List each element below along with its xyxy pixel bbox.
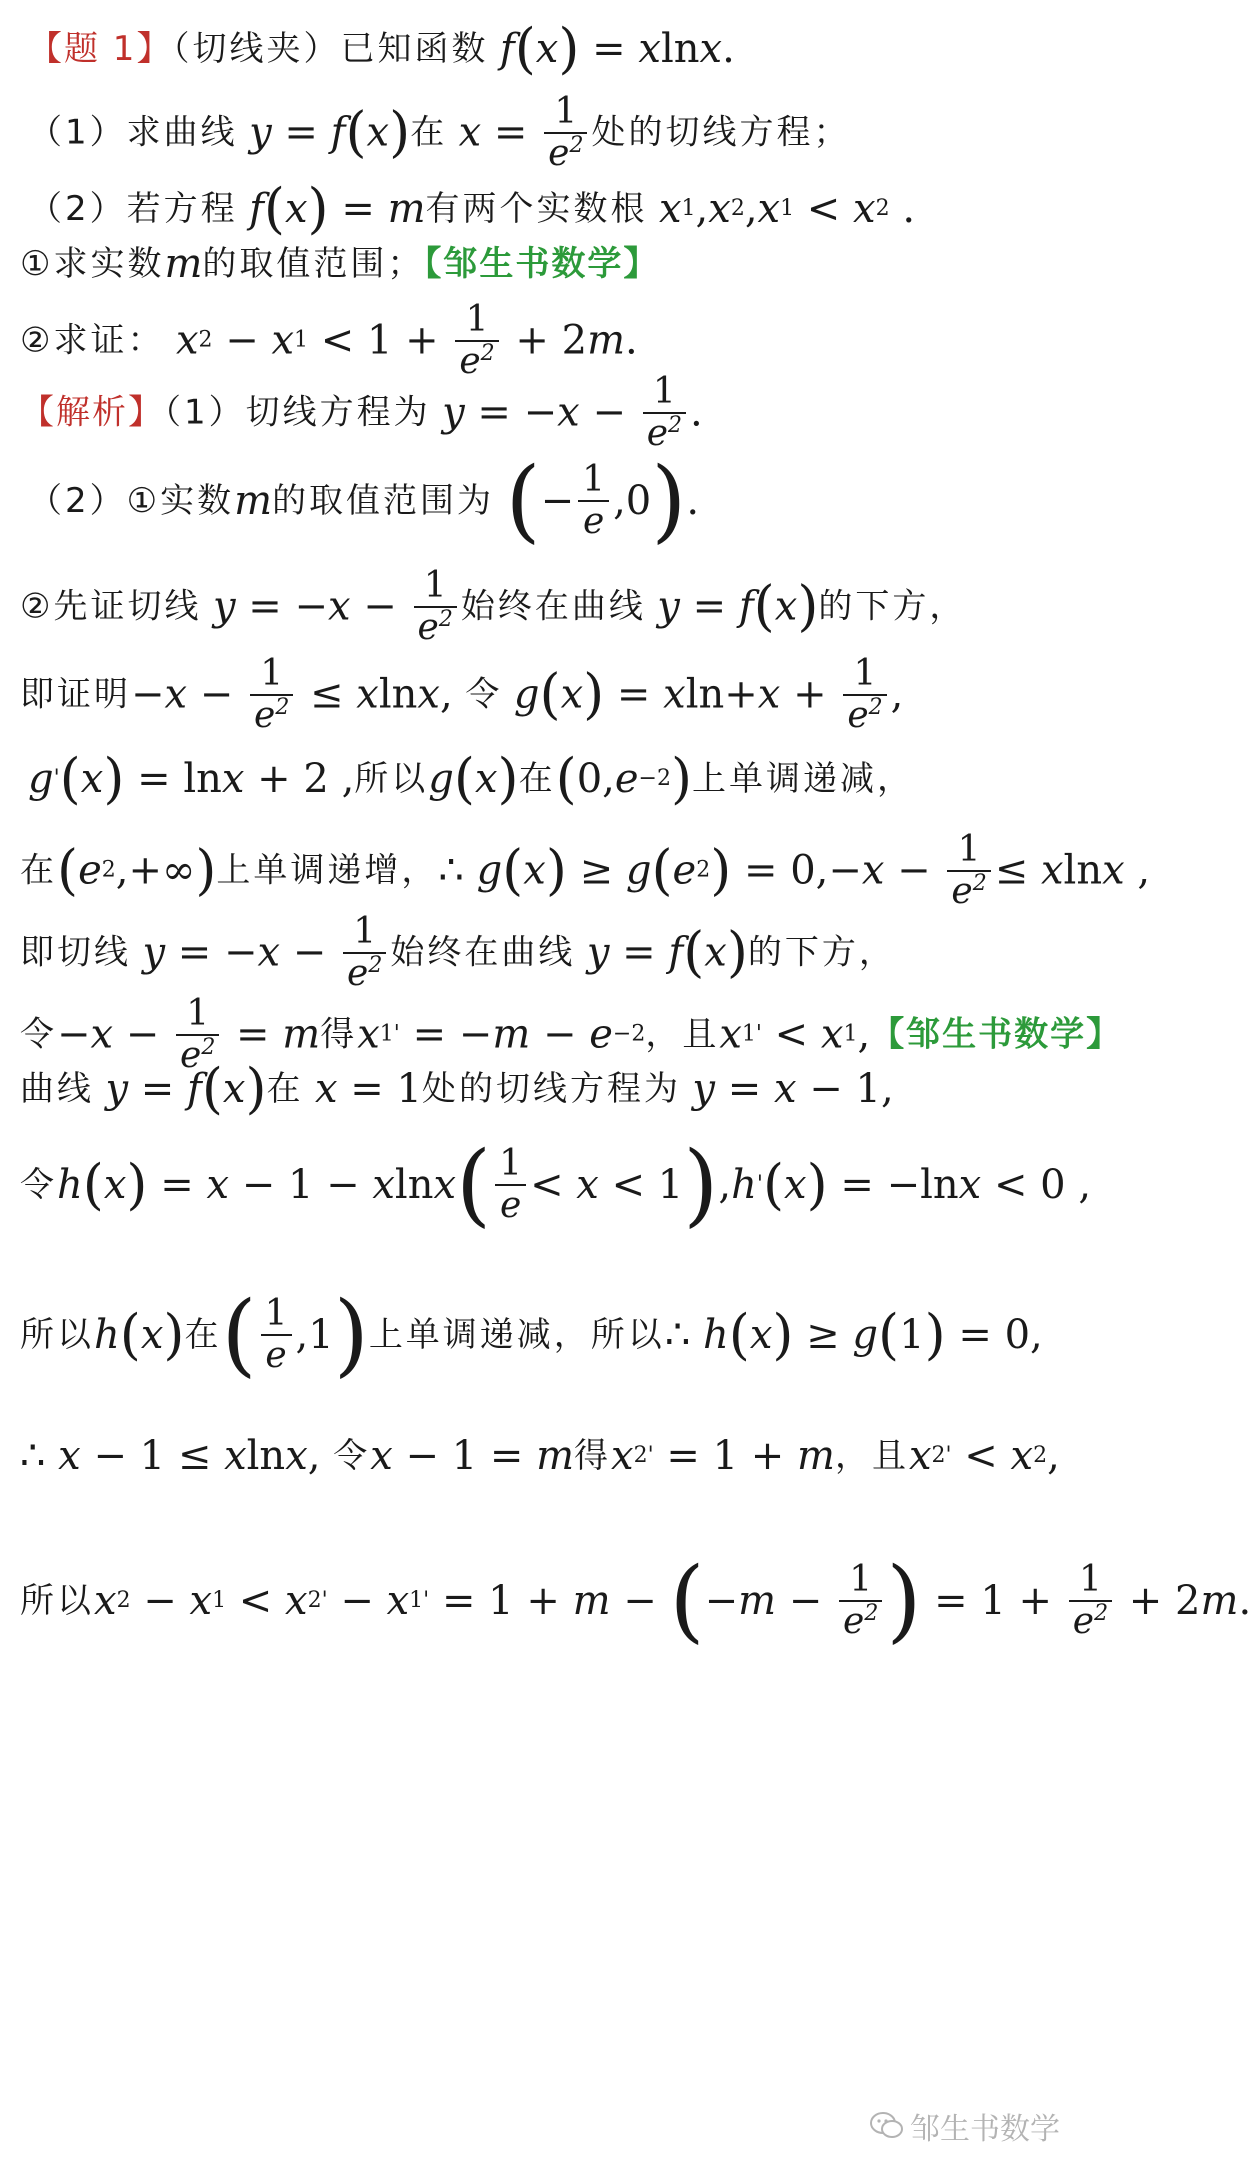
problem-tag: 【题 1】: [28, 29, 173, 69]
solution-line9: 曲线 y = f(x)在 x = 1处的切线方程为 y = x − 1,: [20, 1057, 894, 1120]
problem-part1: （1）求曲线 y = f(x)在 x = $\frac{1}{e^2}$ 处的切线方程；: [28, 91, 851, 174]
problem-q2: ②求证： x2 − x1 < 1 + $\frac{1}{e^2}$ + 2m.: [20, 299, 638, 382]
fraction: $\frac{1}{e}$: [495, 1144, 526, 1225]
solution-line5: g'(x) = lnx + 2 ,所以g(x)在(0,e−2)上单调递减，: [28, 747, 915, 810]
fraction: $\frac{1}{e^2}$: [643, 372, 686, 453]
fraction: $\frac{1}{e^2}$: [839, 1560, 882, 1641]
problem-part2: （2）若方程 f(x) = m有两个实数根 x1,x2,x1 < x2 .: [28, 177, 916, 240]
solution-tag: 【解析】: [20, 392, 164, 433]
fraction: $\frac{1}{e^2}$: [843, 654, 886, 735]
solution-line10: 令h(x) = x − 1 − xlnx( $\frac{1}{e}$ < x < 1),h'(x) = −lnx < 0 ,: [20, 1132, 1092, 1237]
wechat-icon: [870, 2111, 904, 2141]
fraction: $\frac{1}{e^2}$: [176, 994, 219, 1075]
solution-line8: 令−x − $\frac{1}{e^2}$ = m得x1' = −m − e−2，且x1' < x1,【邹生书数学】: [20, 993, 1123, 1076]
solution-part2-range: （2）①实数m的取值范围为 (− $\frac{1}{e}$ ,0).: [28, 448, 700, 553]
watermark-text: 邹生书数学: [910, 2112, 1060, 2147]
solution-line4: 即证明−x − $\frac{1}{e^2}$ ≤ xlnx, 令 g(x) = xln+x + $\frac{1}{e^2}$ ,: [20, 653, 904, 736]
solution-line7: 即切线 y = −x − $\frac{1}{e^2}$ 始终在曲线 y = f(x)的下方，: [20, 911, 896, 994]
solution-line3: ②先证切线 y = −x − $\frac{1}{e^2}$ 始终在曲线 y = f(x)的下方，: [20, 565, 967, 648]
fraction: $\frac{1}{e^2}$: [414, 566, 457, 647]
fraction: $\frac{1}{e^2}$: [544, 92, 587, 173]
fraction: $\frac{1}{e^2}$: [250, 654, 293, 735]
solution-line13: 所以x2 − x1 < x2' − x1' = 1 + m − (−m − $\frac{1}{e^2}$ ) = 1 + $\frac{1}{e^2}$ + 2m.: [20, 1548, 1251, 1653]
fraction: $\frac{1}{e^2}$: [343, 912, 386, 993]
watermark: [870, 2104, 1060, 2148]
solution-part1: 【解析】（1）切线方程为 y = −x − $\frac{1}{e^2}$ .: [20, 371, 703, 454]
fraction: $\frac{1}{e^2}$: [455, 300, 498, 381]
solution-line11: 所以h(x)在( $\frac{1}{e}$ ,1)上单调递减，所以∴ h(x) ≥ g(1) = 0,: [20, 1282, 1043, 1387]
brand-tag: 【邹生书数学】: [424, 244, 660, 284]
solution-line6: 在(e2,+∞)上单调递增，∴ g(x) ≥ g(e2) = 0,−x − $\frac{1}{e^2}$ ≤ xlnx ,: [20, 829, 1151, 912]
solution-line12: ∴ x − 1 ≤ xlnx, 令x − 1 = m得x2' = 1 + m，且x2' < x2,: [20, 1433, 1060, 1479]
fraction: $\frac{1}{e}$: [578, 460, 609, 541]
fraction: $\frac{1}{e^2}$: [947, 830, 990, 911]
brand-tag: 【邹生书数学】: [870, 1014, 1123, 1055]
problem-statement: 【题 1】（切线夹）已知函数 f(x) = xlnx.: [28, 17, 735, 80]
problem-q1: ①求实数m的取值范围；【邹生书数学】: [20, 241, 660, 287]
fraction: $\frac{1}{e^2}$: [1069, 1560, 1112, 1641]
fraction: $\frac{1}{e}$: [261, 1294, 292, 1375]
